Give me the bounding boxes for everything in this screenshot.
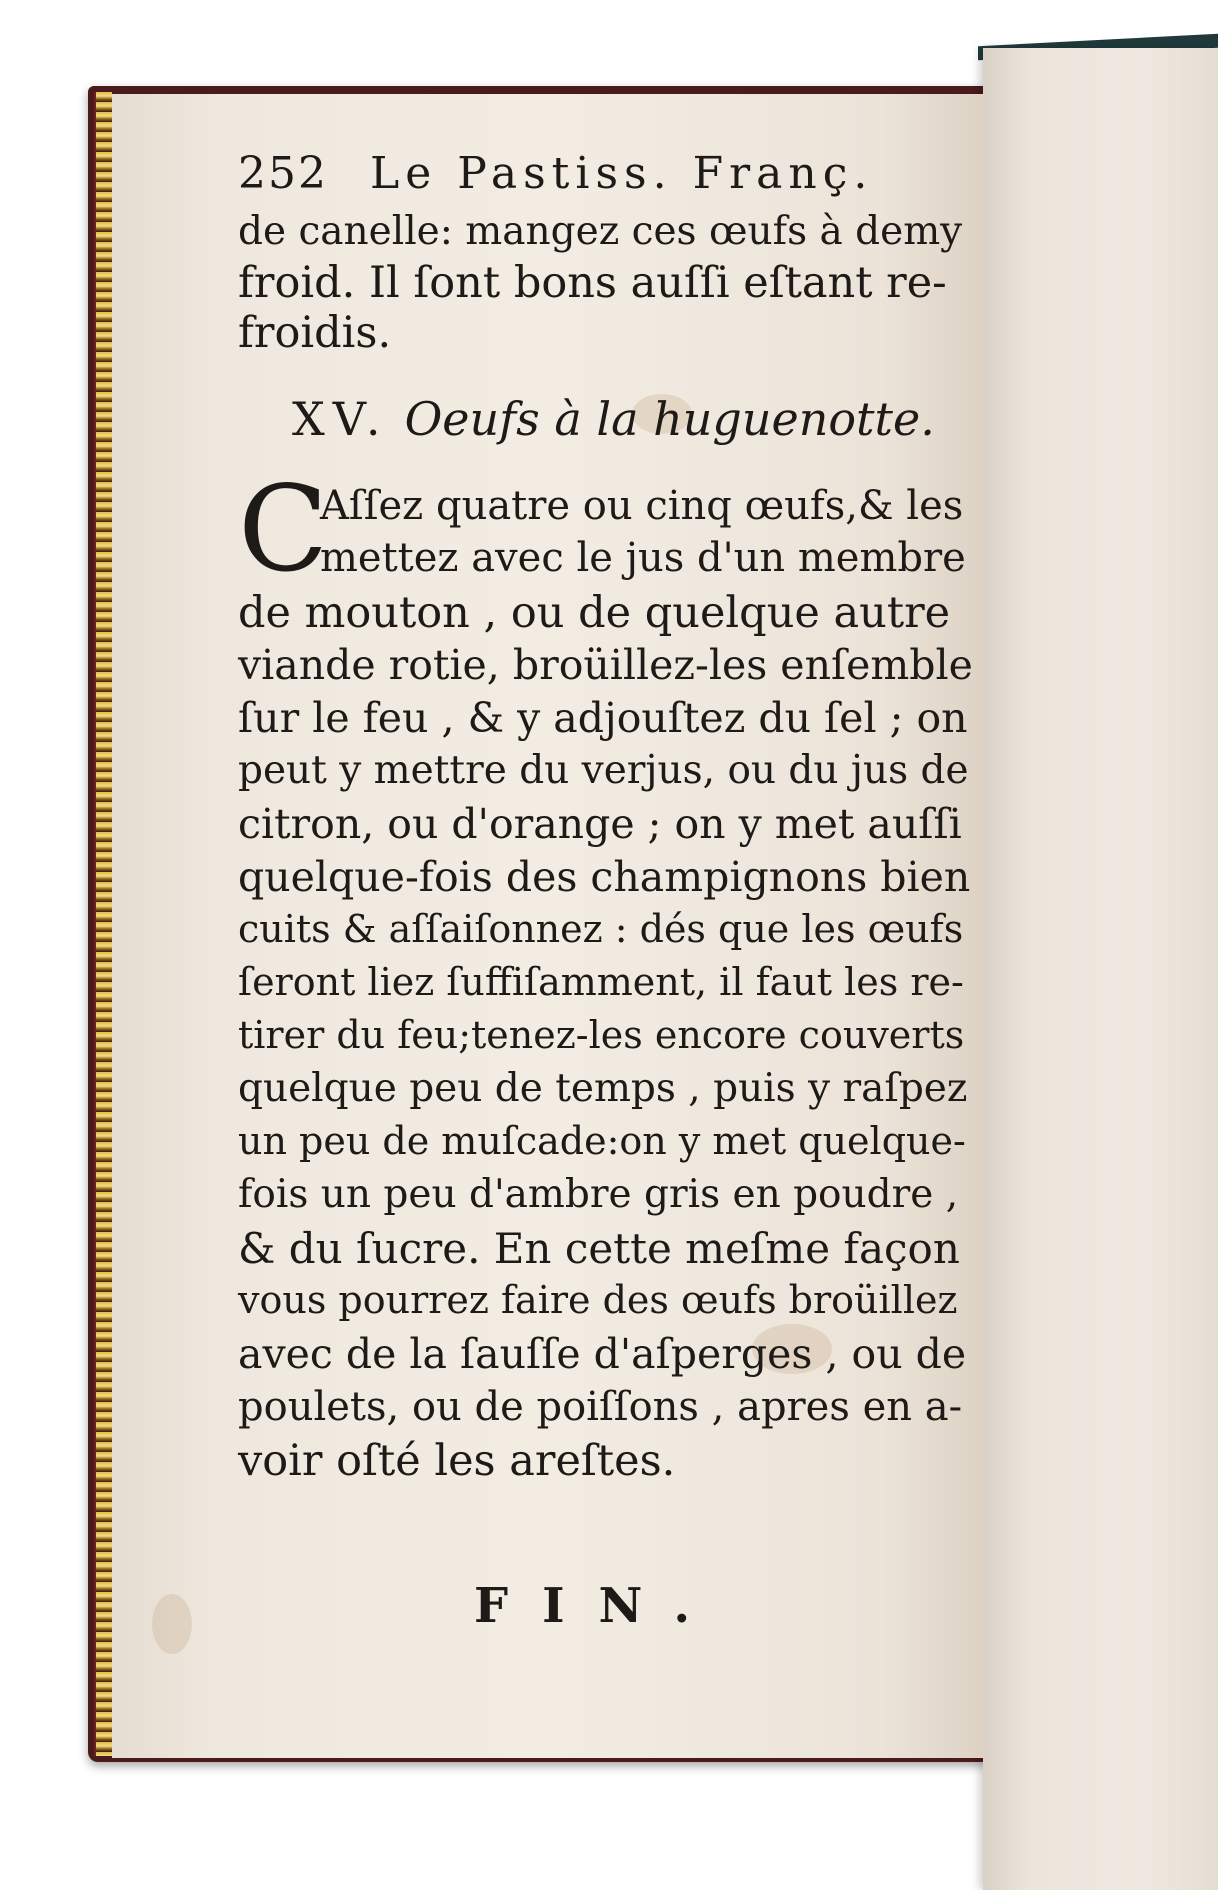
text-line: & du ſucre. En cette meſme façon	[238, 1224, 960, 1273]
page-number: 252	[238, 148, 328, 199]
text-line: quelque-fois des champignons bien	[238, 853, 971, 901]
text-line: quelque peu de temps , puis y raſpez	[238, 1066, 968, 1111]
text-line: vous pourrez faire des œufs broüillez	[238, 1278, 958, 1322]
running-title: Le Pastiss. Franç.	[370, 148, 874, 199]
foxing-stain	[152, 1594, 192, 1654]
text-line: ſeront liez ſuffiſamment, il faut les re-	[238, 960, 964, 1004]
section-number: XV.	[292, 392, 389, 446]
text-line: mettez avec le jus d'un membre	[320, 535, 966, 581]
closing-fin: FIN.	[474, 1578, 725, 1634]
text-line: peut y mettre du verjus, ou du jus de	[238, 748, 969, 793]
running-head	[238, 148, 958, 208]
text-line: citron, ou d'orange ; on y met auſſi	[238, 800, 962, 848]
text-line: froid. Il ſont bons auſſi eſtant re-	[238, 258, 947, 308]
text-line: de mouton , ou de quelque autre	[238, 588, 951, 638]
text-line: poulets, ou de poiſſons , apres en a-	[238, 1384, 963, 1430]
text-line: de canelle: mangez ces œufs à demy	[238, 209, 963, 254]
right-blank-page	[983, 48, 1218, 1890]
section-title: Oeufs à la huguenotte.	[404, 392, 935, 446]
text-line: froidis.	[238, 308, 392, 358]
text-line: Aſſez quatre ou cinq œufs,& les	[320, 483, 964, 529]
text-line: tirer du feu;tenez-les encore couverts	[238, 1013, 965, 1057]
text-line: avec de la ſauſſe d'aſperges , ou de	[238, 1330, 967, 1378]
text-line: fois un peu d'ambre gris en poudre ,	[238, 1172, 959, 1217]
text-line: viande rotie, broüillez-les enſemble	[238, 641, 973, 689]
text-line: ſur le feu , & y adjouſtez du ſel ; on	[238, 694, 968, 742]
text-line: un peu de muſcade:on y met quelque-	[238, 1119, 966, 1163]
drop-cap: C	[238, 460, 329, 598]
gilt-page-edge	[94, 92, 112, 1756]
text-line: voir oſté les areſtes.	[238, 1436, 676, 1486]
text-line: cuits & aſſaiſonnez : dés que les œufs	[238, 907, 964, 951]
section-heading	[292, 392, 935, 446]
